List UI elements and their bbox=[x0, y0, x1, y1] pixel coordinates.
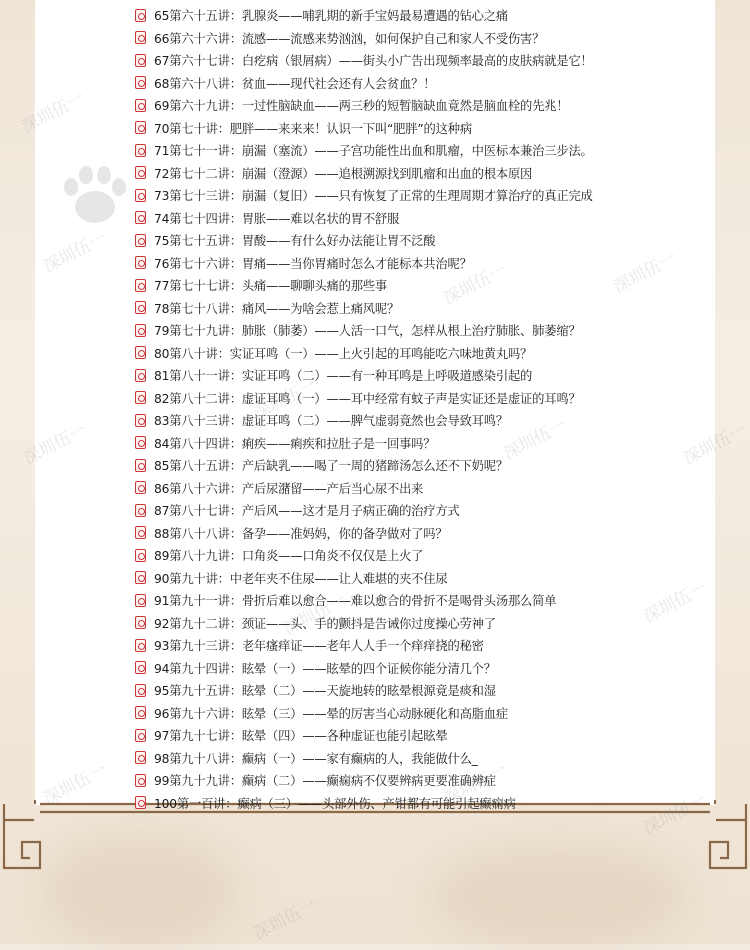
lecture-title: 86第八十六讲：产后尿潴留——产后当心尿不出来 bbox=[154, 481, 424, 496]
lecture-title: 100第一百讲：癫病（三）——头部外伤、产钳都有可能引起癫痫病 bbox=[154, 796, 516, 811]
lecture-title: 89第八十九讲：口角炎——口角炎不仅仅是上火了 bbox=[154, 549, 424, 564]
lecture-title: 98第九十八讲：癫病（一）——家有癫病的人，我能做什么_ bbox=[154, 751, 478, 766]
pdf-file-icon bbox=[135, 211, 146, 224]
pdf-file-icon bbox=[135, 729, 146, 742]
pdf-file-icon bbox=[135, 661, 146, 674]
pdf-file-icon bbox=[135, 684, 146, 697]
pdf-file-icon bbox=[135, 31, 146, 44]
lecture-title: 93第九十三讲：老年瘙痒证——老年人人手一个痒痒挠的秘密 bbox=[154, 639, 484, 654]
lecture-title: 99第九十九讲：癫病（二）——癫痫病不仅要辨病更要准确辨症 bbox=[154, 774, 496, 789]
list-item[interactable] bbox=[135, 477, 593, 500]
list-item[interactable] bbox=[135, 319, 593, 342]
pdf-file-icon bbox=[135, 751, 146, 764]
pdf-file-icon bbox=[135, 166, 146, 179]
pdf-file-icon bbox=[135, 279, 146, 292]
paw-logo bbox=[55, 155, 135, 235]
list-item[interactable] bbox=[135, 747, 593, 770]
pdf-file-icon bbox=[135, 796, 146, 809]
lecture-title: 92第九十二讲：颈证——头、手的颤抖是告诫你过度操心劳神了 bbox=[154, 616, 496, 631]
lecture-title: 75第七十五讲：胃酸——有什么好办法能让胃不泛酸 bbox=[154, 234, 436, 249]
pdf-file-icon bbox=[135, 76, 146, 89]
pdf-file-icon bbox=[135, 459, 146, 472]
pdf-file-icon bbox=[135, 256, 146, 269]
list-item[interactable] bbox=[135, 207, 593, 230]
lecture-title: 66第六十六讲：流感——流感来势汹汹，如何保护自己和家人不受伤害？ bbox=[154, 31, 545, 46]
pdf-file-icon bbox=[135, 346, 146, 359]
pdf-file-icon bbox=[135, 54, 146, 67]
list-item[interactable] bbox=[135, 522, 593, 545]
list-item[interactable] bbox=[135, 72, 593, 95]
lecture-title: 82第八十二讲：虚证耳鸣（一）——耳中经常有蚊子声是实证还是虚证的耳鸣？ bbox=[154, 391, 581, 406]
list-item[interactable] bbox=[135, 274, 593, 297]
decorative-fret-border bbox=[0, 800, 750, 944]
list-item[interactable] bbox=[135, 702, 593, 725]
pdf-file-icon bbox=[135, 549, 146, 562]
pdf-file-icon bbox=[135, 324, 146, 337]
lecture-title: 67第六十七讲：白疙病（银屑病）——街头小广告出现频率最高的皮肤病就是它！ bbox=[154, 54, 593, 69]
lecture-title: 79第七十九讲：肺胀（肺萎）——人活一口气，怎样从根上治疗肺胀、肺萎缩？ bbox=[154, 324, 581, 339]
lecture-title: 84第八十四讲：痢疾——痢疾和拉肚子是一回事吗？ bbox=[154, 436, 436, 451]
lecture-title: 77第七十七讲：头痛——聊聊头痛的那些事 bbox=[154, 279, 387, 294]
pdf-file-icon bbox=[135, 414, 146, 427]
lecture-title: 80第八十讲：实证耳鸣（一）——上火引起的耳鸣能吃六味地黄丸吗？ bbox=[154, 346, 533, 361]
lecture-title: 88第八十八讲：备孕——准妈妈，你的备孕做对了吗？ bbox=[154, 526, 448, 541]
list-item[interactable] bbox=[135, 432, 593, 455]
list-item[interactable] bbox=[135, 252, 593, 275]
pdf-file-icon bbox=[135, 594, 146, 607]
list-item[interactable] bbox=[135, 792, 593, 815]
lecture-title: 65第六十五讲：乳腺炎——哺乳期的新手宝妈最易遭遇的钻心之痛 bbox=[154, 9, 508, 24]
list-item[interactable] bbox=[135, 184, 593, 207]
list-item[interactable] bbox=[135, 679, 593, 702]
list-item[interactable] bbox=[135, 364, 593, 387]
list-item[interactable] bbox=[135, 409, 593, 432]
list-item[interactable] bbox=[135, 454, 593, 477]
lecture-title: 73第七十三讲：崩漏（复旧）——只有恢复了正常的生理周期才算治疗的真正完成 bbox=[154, 189, 593, 204]
list-item[interactable] bbox=[135, 139, 593, 162]
pdf-file-icon bbox=[135, 526, 146, 539]
pdf-file-icon bbox=[135, 639, 146, 652]
list-item[interactable] bbox=[135, 117, 593, 140]
lecture-title: 70第七十讲：肥胖——来来来！认识一下叫“肥胖”的这种病 bbox=[154, 121, 472, 136]
list-item[interactable] bbox=[135, 544, 593, 567]
pdf-file-icon bbox=[135, 616, 146, 629]
pdf-file-icon bbox=[135, 391, 146, 404]
lecture-title: 78第七十八讲：痛风——为啥会惹上痛风呢？ bbox=[154, 301, 400, 316]
list-item[interactable] bbox=[135, 499, 593, 522]
lecture-title: 71第七十一讲：崩漏（塞流）——子宫功能性出血和肌瘤，中医标本兼治三步法。 bbox=[154, 144, 593, 159]
lecture-title: 91第九十一讲：骨折后难以愈合——难以愈合的骨折不是喝骨头汤那么简单 bbox=[154, 594, 557, 609]
lecture-title: 74第七十四讲：胃胀——难以名状的胃不舒服 bbox=[154, 211, 400, 226]
pdf-file-icon bbox=[135, 774, 146, 787]
lecture-list bbox=[135, 4, 593, 814]
pdf-file-icon bbox=[135, 369, 146, 382]
pdf-file-icon bbox=[135, 706, 146, 719]
list-item[interactable] bbox=[135, 567, 593, 590]
lecture-title: 83第八十三讲：虚证耳鸣（二）——脾气虚弱竟然也会导致耳鸣？ bbox=[154, 414, 508, 429]
pdf-file-icon bbox=[135, 481, 146, 494]
list-item[interactable] bbox=[135, 229, 593, 252]
list-item[interactable] bbox=[135, 634, 593, 657]
lecture-title: 94第九十四讲：眩晕（一）——眩晕的四个证候你能分清几个？ bbox=[154, 661, 496, 676]
pdf-file-icon bbox=[135, 121, 146, 134]
pdf-file-icon bbox=[135, 571, 146, 584]
lecture-title: 97第九十七讲：眩晕（四）——各种虚证也能引起眩晕 bbox=[154, 729, 448, 744]
list-item[interactable] bbox=[135, 657, 593, 680]
lecture-title: 69第六十九讲：一过性脑缺血——两三秒的短暂脑缺血竟然是脑血栓的先兆！ bbox=[154, 99, 569, 114]
lecture-title: 95第九十五讲：眩晕（二）——天旋地转的眩晕根源竟是痰和湿 bbox=[154, 684, 496, 699]
list-item[interactable] bbox=[135, 27, 593, 50]
pdf-file-icon bbox=[135, 9, 146, 22]
lecture-title: 90第九十讲：中老年夹不住尿——让人难堪的夹不住尿 bbox=[154, 571, 448, 586]
list-item[interactable] bbox=[135, 4, 593, 27]
lecture-title: 72第七十二讲：崩漏（澄源）——追根溯源找到肌瘤和出血的根本原因 bbox=[154, 166, 533, 181]
list-item[interactable] bbox=[135, 387, 593, 410]
lecture-title: 81第八十一讲：实证耳鸣（二）——有一种耳鸣是上呼吸道感染引起的 bbox=[154, 369, 533, 384]
pdf-file-icon bbox=[135, 504, 146, 517]
list-item[interactable] bbox=[135, 297, 593, 320]
list-item[interactable] bbox=[135, 724, 593, 747]
lecture-title: 68第六十八讲：贫血——现代社会还有人会贫血？！ bbox=[154, 76, 436, 91]
list-item[interactable] bbox=[135, 49, 593, 72]
pdf-file-icon bbox=[135, 436, 146, 449]
pdf-file-icon bbox=[135, 144, 146, 157]
lecture-title: 96第九十六讲：眩晕（三）——晕的厉害当心动脉硬化和高脂血症 bbox=[154, 706, 508, 721]
pdf-file-icon bbox=[135, 99, 146, 112]
list-item[interactable] bbox=[135, 94, 593, 117]
pdf-file-icon bbox=[135, 189, 146, 202]
pdf-file-icon bbox=[135, 234, 146, 247]
list-item[interactable] bbox=[135, 612, 593, 635]
list-item[interactable] bbox=[135, 589, 593, 612]
lecture-title: 87第八十七讲：产后风——这才是月子病正确的治疗方式 bbox=[154, 504, 460, 519]
list-item[interactable] bbox=[135, 342, 593, 365]
lecture-title: 76第七十六讲：胃痛——当你胃痛时怎么才能标本共治呢？ bbox=[154, 256, 472, 271]
list-item[interactable] bbox=[135, 769, 593, 792]
pdf-file-icon bbox=[135, 301, 146, 314]
list-item[interactable] bbox=[135, 162, 593, 185]
lecture-title: 85第八十五讲：产后缺乳——喝了一周的猪蹄汤怎么还不下奶呢？ bbox=[154, 459, 508, 474]
